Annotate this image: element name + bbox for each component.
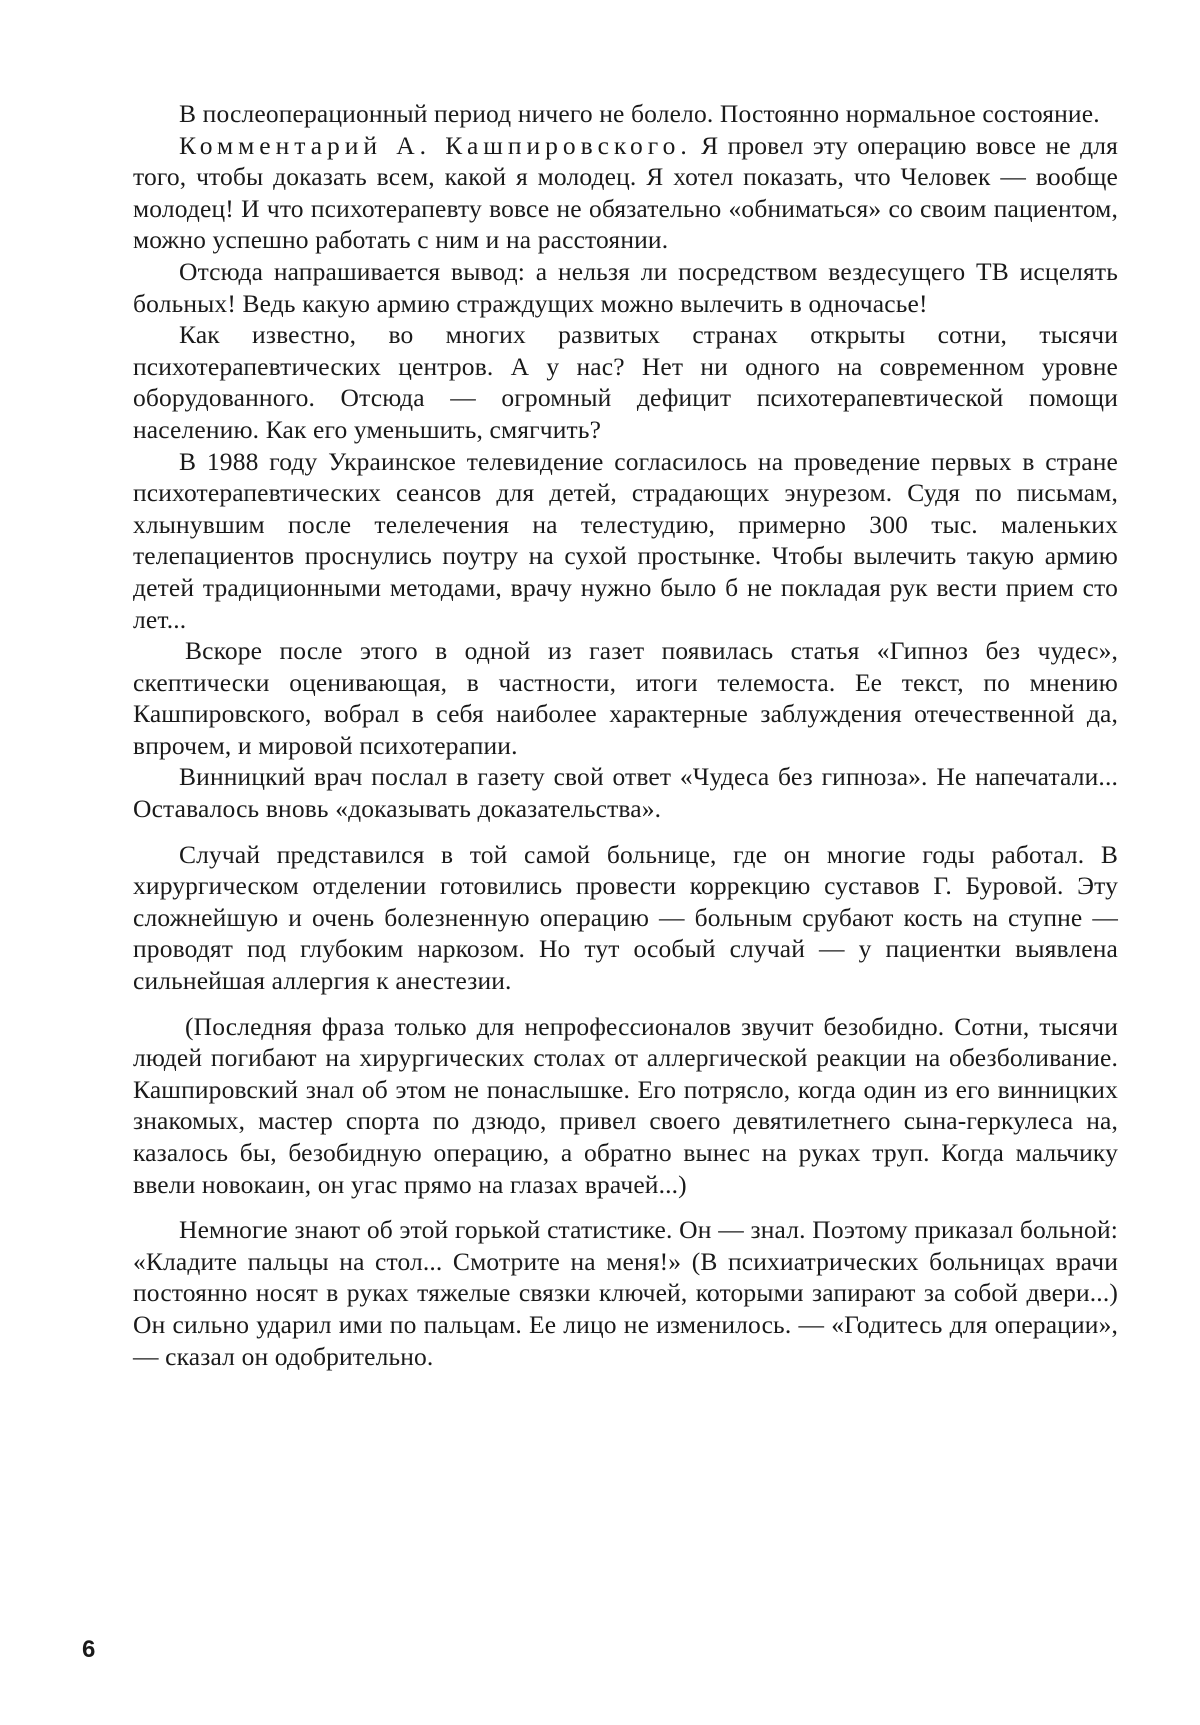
paragraph-4: Как известно, во многих развитых странах открыты сотни, тысячи психотерапевтических центров. А у нас? Нет ни одного на современном уровне оборудованного. Отсюда — огромный дефицит психотерапевтической помощи населению. Как его уменьшить, смягчить? — [133, 319, 1118, 445]
paragraph-7: Винницкий врач послал в газету свой ответ «Чудеса без гипноза». Не напечатали... Оставалось вновь «доказывать доказательства». — [133, 761, 1118, 824]
paragraph-3: Отсюда напрашивается вывод: а нельзя ли посредством вездесущего ТВ исцелять больных! Ведь какую армию страждущих можно вылечить в одночасье! — [133, 256, 1118, 319]
body-text — [133, 98, 1118, 1372]
commentary-heading: Комментарий А. Кашпировского. — [179, 131, 692, 160]
paragraph-6: Вскоре после этого в одной из газет появилась статья «Гипноз без чудес», скептически оценивающая, в частности, итоги телемоста. Ее текст, по мнению Кашпировского, вобрал в себя наиболее характерные заблуждения отечественной да, впрочем, и мировой психотерапии. — [133, 635, 1118, 761]
paragraph-8: Случай представился в той самой больнице, где он многие годы работал. В хирургическом отделении готовились провести коррекцию суставов Г. Буровой. Эту сложнейшую и очень болезненную операцию — больным срубают кость на ступне — проводят под глубоким наркозом. Но тут особый случай — у пациентки выявлена сильнейшая аллергия к анестезии. — [133, 839, 1118, 997]
paragraph-9: (Последняя фраза только для непрофессионалов звучит безобидно. Сотни, тысячи людей погибают на хирургических столах от аллергической реакции на обезболивание. Кашпировский знал об этом не понаслышке. Его потрясло, когда один из его винницких знакомых, мастер спорта по дзюдо, привел своего девятилетнего сына-геркулеса на, казалось бы, безобидную операцию, а обратно вынес на руках труп. Когда мальчику ввели новокаин, он угас прямо на глазах врачей...) — [133, 1011, 1118, 1201]
paragraph-10: Немногие знают об этой горькой статистике. Он — знал. Поэтому приказал больной: «Кладите пальцы на стол... Смотрите на меня!» (В психиатрических больницах врачи постоянно носят в руках тяжелые связки ключей, которыми запирают за собой двери...) Он сильно ударил ими по пальцам. Ее лицо не изменилось. — «Годитесь для операции»,— сказал он одобрительно. — [133, 1214, 1118, 1372]
commentary-text: Я провел эту операцию вовсе не для того, чтобы доказать всем, какой я молодец. Я хотел показать, что Человек — вообще молодец! И что психотерапевту вовсе не обязательно «обниматься» со своим пациентом, можно успешно работать с ним и на расстоянии. — [133, 131, 1118, 255]
paragraph-2 — [133, 130, 1118, 256]
page-number: 6 — [82, 1636, 95, 1664]
paragraph-1: В послеоперационный период ничего не болело. Постоянно нормальное состояние. — [133, 98, 1118, 130]
paragraph-5: В 1988 году Украинское телевидение согласилось на проведение первых в стране психотерапевтических сеансов для детей, страдающих энурезом. Судя по письмам, хлынувшим после телелечения на телестудию, примерно 300 тыс. маленьких телепациентов проснулись поутру на сухой простынке. Чтобы вылечить такую армию детей традиционными методами, врачу нужно было б не покладая рук вести прием сто лет... — [133, 446, 1118, 636]
book-page — [0, 0, 1200, 1725]
